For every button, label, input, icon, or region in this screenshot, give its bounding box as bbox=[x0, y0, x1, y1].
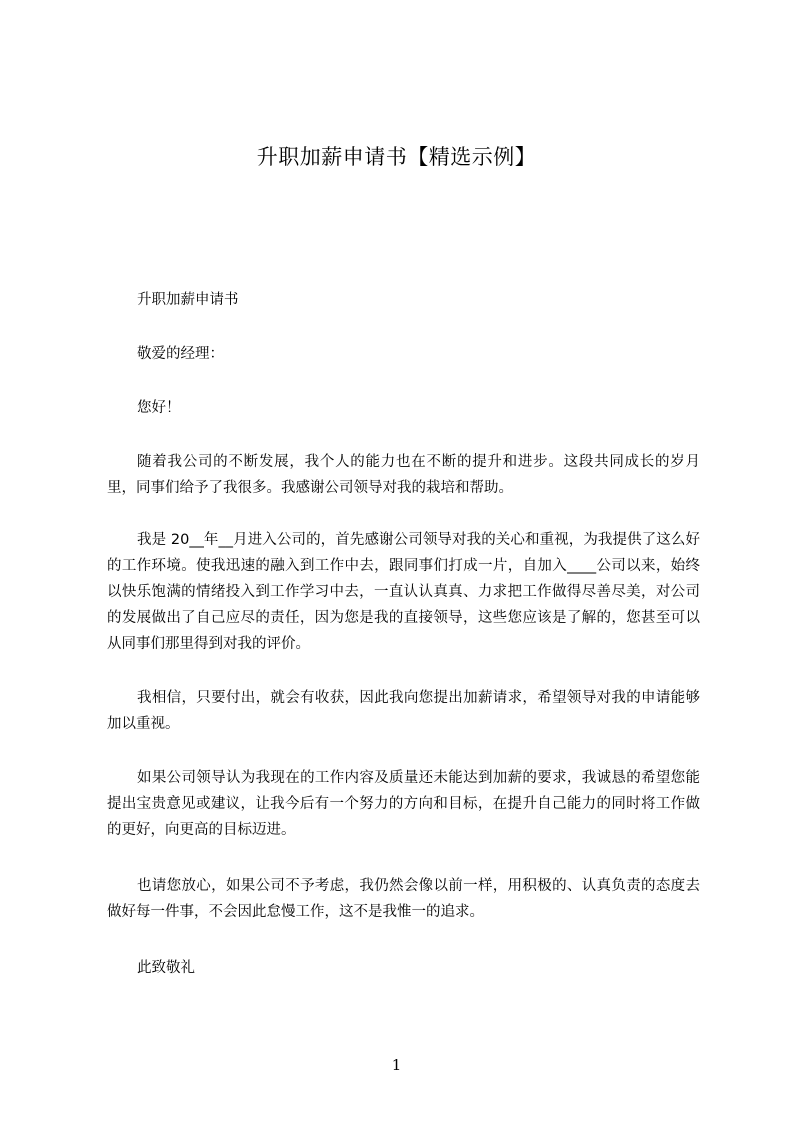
greeting: 您好！ bbox=[137, 400, 181, 416]
page-number: 1 bbox=[391, 1056, 402, 1074]
paragraph-3: 我相信，只要付出，就会有收获，因此我向您提出加薪请求，希望领导对我的申请能够加以重视。 bbox=[107, 690, 700, 732]
letter-heading: 升职加薪申请书 bbox=[137, 292, 239, 308]
paragraph-1: 随着我公司的不断发展，我个人的能力也在不断的提升和进步。这段共同成长的岁月里，同事们给予了我很多。我感谢公司领导对我的栽培和帮助。 bbox=[107, 454, 700, 496]
document-title: 升职加薪申请书【精选示例】 bbox=[256, 145, 537, 169]
salutation: 敬爱的经理： bbox=[137, 346, 224, 362]
closing: 此致敬礼 bbox=[137, 960, 195, 976]
paragraph-4: 如果公司领导认为我现在的工作内容及质量还未能达到加薪的要求，我诚恳的希望您能提出宝贵意见或建议，让我今后有一个努力的方向和目标，在提升自己能力的同时将工作做的更好，向更高的目标迈进。 bbox=[107, 770, 700, 838]
paragraph-2: 我是 20__年__月进入公司的，首先感谢公司领导对我的关心和重视，为我提供了这么好的工作环境。使我迅速的融入到工作中去，跟同事们打成一片，自加入____公司以来，始终以快乐饱满的情绪投入到工作学习中去，一直认认真真、力求把工作做得尽善尽美，对公司的发展做出了自己应尽的责任，因为您是我的直接领导，这些您应该是了解的，您甚至可以从同事们那里得到对我的评价。 bbox=[107, 532, 700, 652]
paragraph-5: 也请您放心，如果公司不予考虑，我仍然会像以前一样，用积极的、认真负责的态度去做好每一件事，不会因此怠慢工作，这不是我惟一的追求。 bbox=[107, 878, 700, 920]
